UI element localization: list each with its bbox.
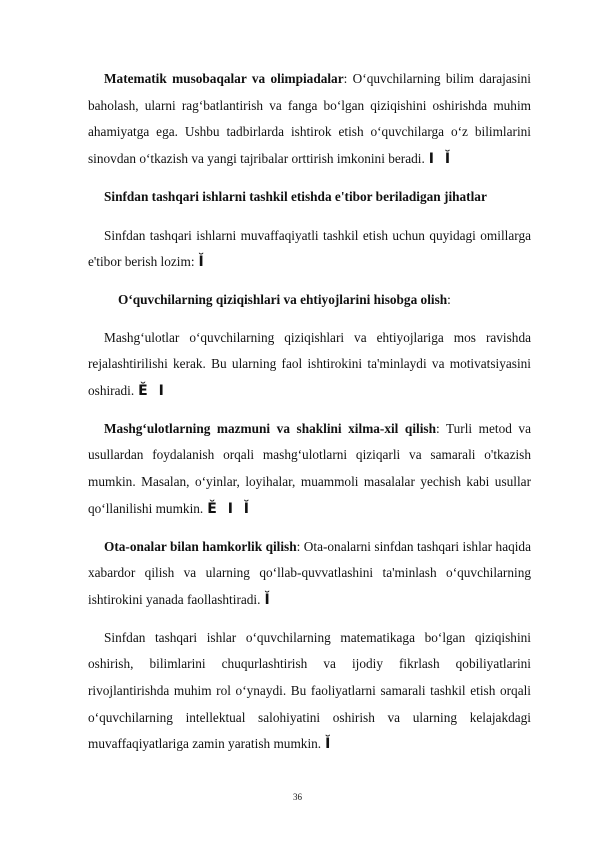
symbol-glyph: Ĭ [325,736,334,753]
paragraph-interests [88,287,531,314]
paragraph-text: : [447,291,451,307]
paragraph-text: : Ota-onalarni sinfdan tashqari ishlar haqida xabardor qilish va ularning qo‘llab-quvvatlashini ta'minlash o‘quvchilarning ishtirokini yanada faollashtiradi. [88,538,531,607]
symbol-glyph: Ě I [138,383,167,400]
paragraph-olympiads [88,66,531,173]
symbol-glyph: Ě I Ĭ [207,500,252,517]
paragraph-factors [88,223,531,276]
paragraph-variety [88,416,531,523]
paragraph-planning [88,325,531,405]
paragraph-text: : Turli metod va usullardan foydalanish orqali mashg‘ulotlarni qiziqarli va samarali o'tkazish mumkin. Masalan, o‘yinlar, loyihalar, muammoli masalalar yechish kabi usullar qo‘llanilishi mumkin. [88,420,531,516]
paragraph-text: : O‘quvchilarning bilim darajasini baholash, ularni rag‘batlantirish va fanga bo‘lgan qiziqishini oshirishda muhim ahamiyatga ega. Ushbu tadbirlarda ishtirok etish o‘quvchilarga o‘z bilimlarini sinovdan o‘tkazish va yangi tajribalar orttirish imkonini beradi. [88,71,531,167]
paragraph-text: Sinfdan tashqari ishlar o‘quvchilarning matematikaga bo‘lgan qiziqishini oshirish, bilimlarini chuqurlashtirish va ijodiy fikrlash qobiliyatlarini rivojlantirishda muhim rol o‘ynaydi. Bu faoliyatlarni samarali tashkil etish orqali o‘quvchilarning intellektual salohiyatini oshirish va ularning kelajakdagi muvaffaqiyatlariga zamin yaratish mumkin. [88,629,531,752]
paragraph-text: Sinfdan tashqari ishlarni muvaffaqiyatli tashkil etish uchun quyidagi omillarga e'tibor berish lozim: [88,227,531,270]
section-heading: Sinfdan tashqari ishlarni tashkil etishda e'tibor beriladigan jihatlar [104,188,487,204]
term-parents: Ota-onalar bilan hamkorlik qilish [104,538,297,554]
paragraph-conclusion [88,625,531,759]
symbol-glyph: I Ĭ [428,151,454,168]
symbol-glyph: Ĭ [198,254,207,271]
page-number: 36 [293,792,302,802]
term-interests: O‘quvchilarning qiziqishlari va ehtiyojlarini hisobga olish [118,291,448,307]
paragraph-text: Mashg‘ulotlar o‘quvchilarning qiziqishlari va ehtiyojlariga mos ravishda rejalashtirilishi kerak. Bu ularning faol ishtirokini ta'minlaydi va motivatsiyasini oshiradi. [88,329,531,399]
term-olympiads: Matematik musobaqalar va olimpiadalar [104,71,344,86]
symbol-glyph: Ĭ [264,591,273,608]
term-variety: Mashg‘ulotlarning mazmuni va shaklini xilma-xil qilish [104,420,436,436]
paragraph-parents [88,534,531,614]
document-page [88,66,531,769]
